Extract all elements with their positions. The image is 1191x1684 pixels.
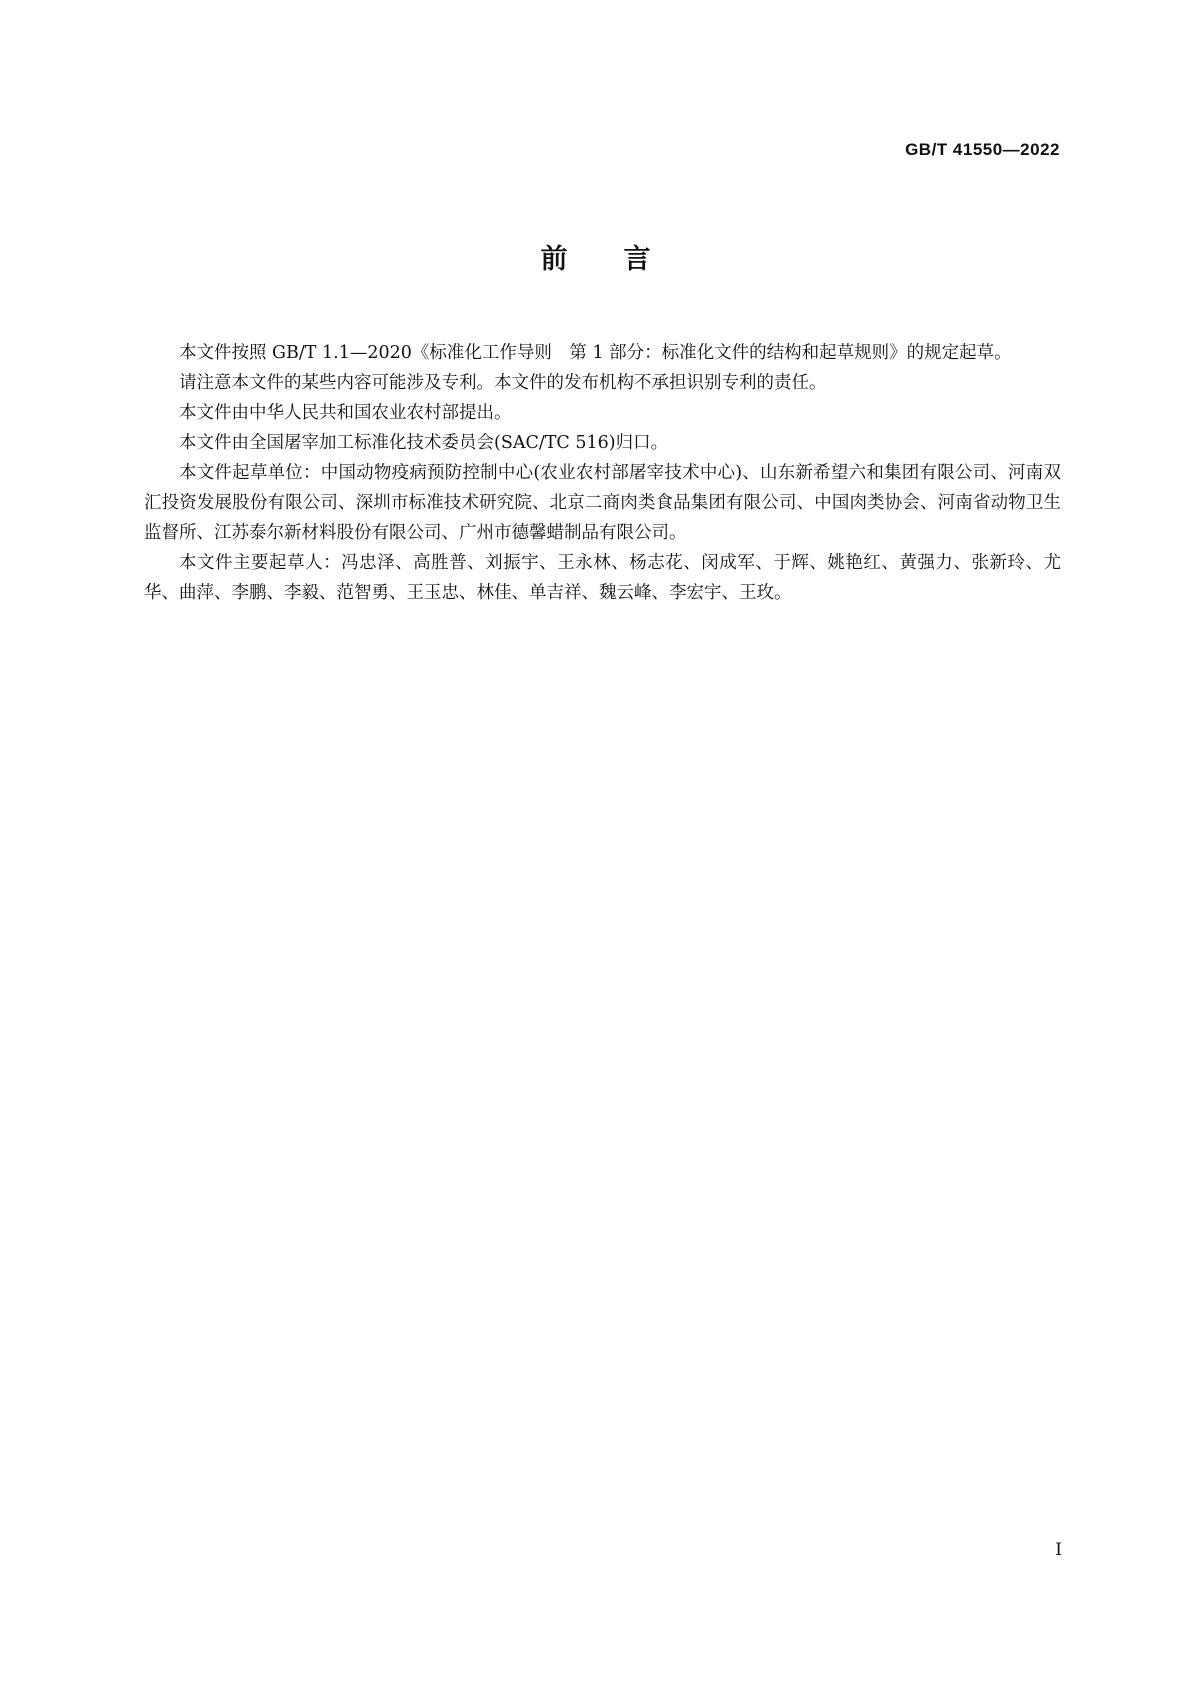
standard-number: GB/T 41550—2022 [905, 140, 1060, 159]
paragraph-drafters: 本文件主要起草人：冯忠泽、高胜普、刘振宇、王永林、杨志花、闵成军、于辉、姚艳红、黄强力、张新玲、尤华、曲萍、李鹏、李毅、范智勇、王玉忠、林佳、单吉祥、魏云峰、李宏宇、王玫。 [144, 553, 1061, 603]
paragraph-committee: 本文件由全国屠宰加工标准化技术委员会(SAC/TC 516)归口。 [179, 433, 669, 453]
paragraph-proposer: 本文件由中华人民共和国农业农村部提出。 [179, 403, 512, 423]
paragraph-drafting-units: 本文件起草单位：中国动物疫病预防控制中心(农业农村部屠宰技术中心)、山东新希望六和集团有限公司、河南双汇投资发展股份有限公司、深圳市标准技术研究院、北京二商肉类食品集团有限公司、中国肉类协会、河南省动物卫生监督所、江苏泰尔新材料股份有限公司、广州市德馨蜡制品有限公司。 [144, 463, 1061, 543]
title-char-2: 言 [623, 244, 651, 275]
paragraph-drafting-rules: 本文件按照 GB/T 1.1—2020《标准化工作导则 第 1 部分：标准化文件的结构和起草规则》的规定起草。 [179, 343, 1012, 363]
paragraph-patent-notice: 请注意本文件的某些内容可能涉及专利。本文件的发布机构不承担识别专利的责任。 [179, 373, 827, 393]
page-title [0, 243, 1191, 277]
foreword-body [144, 338, 1061, 608]
title-char-1: 前 [540, 244, 568, 275]
page-number: I [1055, 1540, 1062, 1560]
